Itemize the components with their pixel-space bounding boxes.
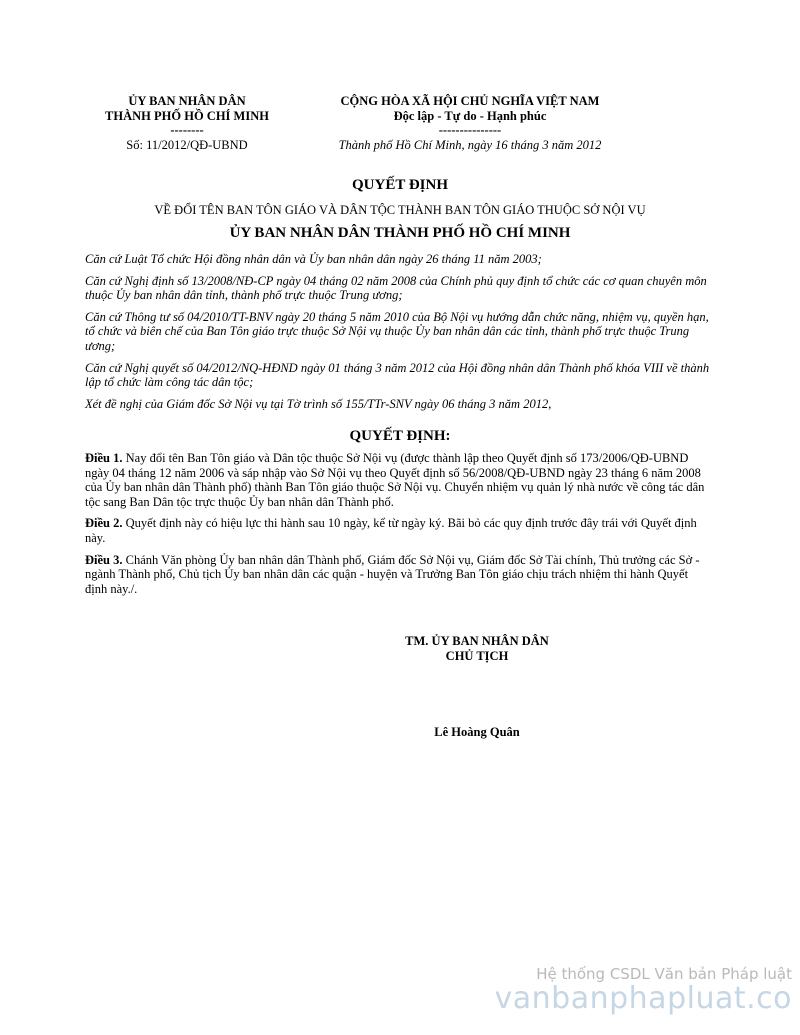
motto-separator: --------------- <box>438 123 502 137</box>
article-1 <box>85 451 710 509</box>
article-3 <box>85 553 710 597</box>
watermark-line-2: vanbanphapluat.co <box>494 981 792 1016</box>
article-text: Chánh Văn phòng Ủy ban nhân dân Thành phố, Giám đốc Sở Nội vụ, Giám đốc Sở Tài chính, Thủ trưởng các Sở - ngành Thành phố, Chủ tịch Ủy ban nhân dân các quận - huyện và Trưởng Ban Tôn giáo chịu trách nhiệm thi hành Quyết định này./. <box>85 552 700 596</box>
document-number: Số: 11/2012/QĐ-UBND <box>126 137 248 152</box>
legal-basis-item: Căn cứ Nghị quyết số 04/2012/NQ-HĐND ngày 01 tháng 3 năm 2012 của Hội đồng nhân dân Thành phố khóa VIII về thành lập tổ chức làm công tác dân tộc; <box>85 360 710 390</box>
article-text: Nay đổi tên Ban Tôn giáo và Dân tộc thuộc Sở Nội vụ (được thành lập theo Quyết định số 173/2006/QĐ-UBND ngày 04 tháng 12 năm 2006 và sáp nhập vào Sở Nội vụ theo Quyết định số 56/2008/QĐ-UBND ngày 23 tháng 6 năm 2008 của Ủy ban nhân dân Thành phố) thành Ban Tôn giáo thuộc Sở Nội vụ. Chuyển nhiệm vụ quản lý nhà nước về công tác dân tộc sang Ban Dân tộc trực thuộc Ủy ban nhân dân Thành phố. <box>85 451 705 509</box>
document-title: QUYẾT ĐỊNH <box>352 177 448 193</box>
watermark-line-1: Hệ thống CSDL Văn bản Pháp luật <box>536 965 792 983</box>
issuer-separator: -------- <box>170 123 204 137</box>
legal-bases <box>85 252 710 418</box>
issuer-line-1: ỦY BAN NHÂN DÂN <box>128 94 246 108</box>
decision-heading: QUYẾT ĐỊNH: <box>349 428 451 444</box>
document-subject: VỀ ĐỔI TÊN BAN TÔN GIÁO VÀ DÂN TỘC THÀNH BAN TÔN GIÁO THUỘC SỞ NỘI VỤ <box>154 203 646 217</box>
legal-basis-item: Căn cứ Luật Tổ chức Hội đồng nhân dân và Ủy ban nhân dân ngày 26 tháng 11 năm 2003; <box>85 252 542 266</box>
legal-basis-item: Căn cứ Nghị định số 13/2008/NĐ-CP ngày 04 tháng 02 năm 2008 của Chính phủ quy định tổ chức các cơ quan chuyên môn thuộc Ủy ban nhân dân tỉnh, thành phố trực thuộc Trung ương; <box>85 273 707 303</box>
legal-basis-item: Căn cứ Thông tư số 04/2010/TT-BNV ngày 20 tháng 5 năm 2010 của Bộ Nội vụ hướng dẫn chức năng, nhiệm vụ, quyền hạn, tổ chức và biên chế của Ban Tôn giáo trực thuộc Sở Nội vụ thuộc Ủy ban nhân dân các tỉnh, thành phố trực thuộc Trung ương; <box>85 309 709 353</box>
legal-basis-item: Xét đề nghị của Giám đốc Sở Nội vụ tại Tờ trình số 155/TTr-SNV ngày 06 tháng 3 năm 2012, <box>85 396 552 411</box>
issuer-block <box>92 94 282 152</box>
signature-on-behalf: TM. ỦY BAN NHÂN DÂN <box>405 634 549 648</box>
issuer-line-2: THÀNH PHỐ HỒ CHÍ MINH <box>105 108 269 123</box>
signature-block <box>362 634 592 664</box>
articles <box>85 451 710 603</box>
signature-title: CHỦ TỊCH <box>445 649 509 663</box>
article-label: Điều 3. <box>85 552 123 567</box>
national-motto-block <box>300 94 640 152</box>
article-label: Điều 2. <box>85 516 123 531</box>
signer-name: Lê Hoàng Quân <box>434 725 520 739</box>
article-label: Điều 1. <box>85 451 123 465</box>
issuing-authority: ỦY BAN NHÂN DÂN THÀNH PHỐ HỒ CHÍ MINH <box>229 225 571 241</box>
article-text: Quyết định này có hiệu lực thi hành sau 10 ngày, kể từ ngày ký. Bãi bỏ các quy định trước đây trái với Quyết định này. <box>85 516 697 545</box>
national-motto: Độc lập - Tự do - Hạnh phúc <box>393 108 547 123</box>
place-date: Thành phố Hồ Chí Minh, ngày 16 tháng 3 năm 2012 <box>338 137 602 152</box>
article-2 <box>85 516 710 545</box>
national-title: CỘNG HÒA XÃ HỘI CHỦ NGHĨA VIỆT NAM <box>340 94 600 108</box>
